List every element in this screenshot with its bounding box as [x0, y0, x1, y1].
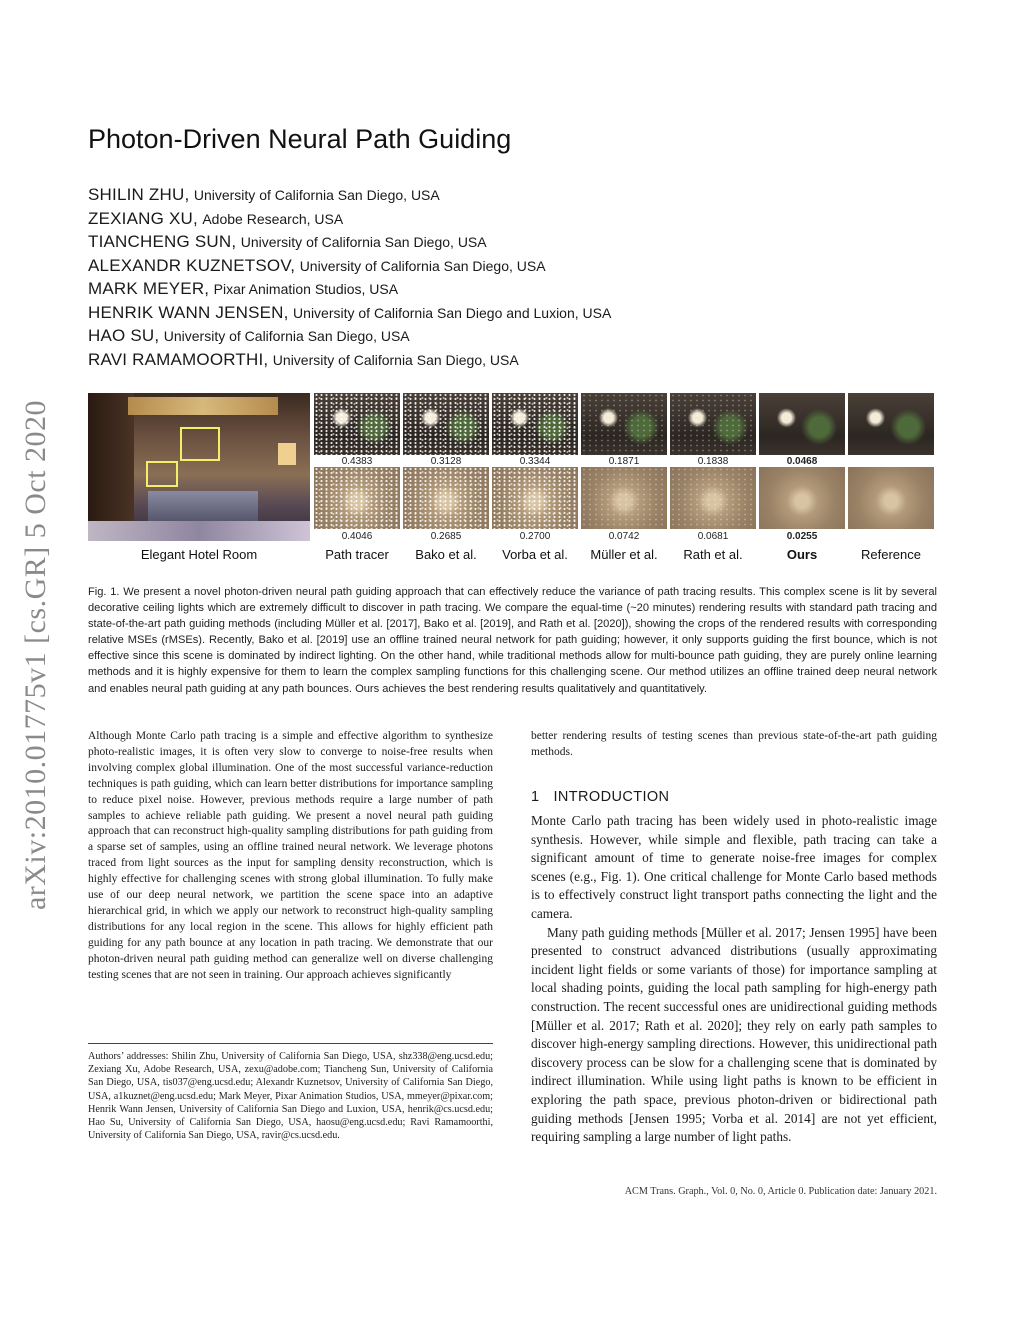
- author-name: RAVI RAMAMOORTHI,: [88, 349, 269, 369]
- intro-paragraph: Many path guiding methods [Müller et al. 2017; Jensen 1995] have been presented to construct advanced distributions (usually approximating incident light fields or some variants of those) for importance sampling at local shading points, guiding the local path sampling for high-energy path construction. The recent successful ones are unidirectional guiding methods [Müller et al. 2017; Rath et al. 2020]; they rely on early path samples to discover high-energy sampling directions. However, this unidirectional path discovery process can be slow for a challenging scene that is dominated by indirect illumination. While using light paths is known to be efficient in exploring the path space, previous photon-driven or bidirectional path guiding methods [Jensen 1995; Vorba et al. 2014] are not yet efficient, requiring sampling a large number of light paths.: [531, 924, 937, 1145]
- method-label: Rath et al.: [683, 547, 743, 562]
- author-name: ZEXIANG XU,: [88, 208, 198, 228]
- method-label: Path tracer: [325, 547, 389, 562]
- ornament-crop-5: [670, 467, 756, 529]
- section-title: INTRODUCTION: [553, 789, 670, 805]
- author-name: HENRIK WANN JENSEN,: [88, 302, 289, 322]
- author-entry: [88, 207, 708, 231]
- section-number: 1: [531, 789, 540, 805]
- paper-title: Photon-Driven Neural Path Guiding: [88, 124, 512, 154]
- author-entry: [88, 230, 708, 254]
- crop-box-wall-ornament: [180, 427, 220, 461]
- arxiv-side-identifier: [16, 360, 56, 950]
- teaser-figure: [88, 393, 936, 573]
- footnote-divider: [88, 1043, 493, 1044]
- ornament-crop-6: [759, 467, 845, 529]
- wall-lamp: [278, 443, 296, 465]
- lamp-crop-2: [403, 393, 489, 455]
- section-heading: [531, 789, 669, 805]
- bed: [148, 491, 258, 525]
- author-entry: [88, 324, 708, 348]
- crop-box-lamp: [146, 461, 178, 487]
- ornament-crop-2: [403, 467, 489, 529]
- figure-caption: Fig. 1. We present a novel photon-driven neural path guiding approach that can effectively reduce the variance of path tracing results. This complex scene is lit by several decorative ceiling lights which are extremely difficult to discover in path tracing. We compare the equal-time (~20 minutes) rendering results with standard path tracing and state-of-the-art path guiding methods (including Müller et al. [2017], Bako et al. [2019], and Rath et al. [2020]), showing the crops of the rendered results with corresponding relative MSEs (rMSEs). Recently, Bako et al. [2019] use an offline trained neural network for path guiding; however, it only supports guiding the first bounce, which is not effective since this scene is dominated by indirect lighting. On the other hand, while traditional methods allow for multi-bounce path guiding, they are purely online learning methods and it is highly expensive for them to learn the complex sampling functions for this challenging scene. Our method utilizes an offline trained deep neural network and enables neural path guiding at any path bounces. Ours achieves the best rendering results qualitatively and quantitatively.: [88, 586, 937, 695]
- rmse-value: 0.3128: [430, 456, 462, 467]
- rmse-value: 0.3344: [519, 456, 551, 467]
- method-label: Bako et al.: [415, 547, 477, 562]
- abstract-continued: better rendering results of testing scenes than previous state-of-the-art path guiding methods.: [531, 730, 937, 758]
- lamp-crop-7: [848, 393, 934, 455]
- author-entry: [88, 183, 708, 207]
- rmse-value: 0.2685: [430, 531, 462, 542]
- author-entry: [88, 301, 708, 325]
- author-name: HAO SU,: [88, 326, 160, 345]
- introduction-body: [531, 812, 937, 1147]
- running-footer: ACM Trans. Graph., Vol. 0, No. 0, Article 0. Publication date: January 2021.: [624, 1186, 937, 1197]
- rmse-value: 0.4046: [341, 531, 373, 542]
- author-name: ALEXANDR KUZNETSOV,: [88, 255, 296, 275]
- rmse-value: 0.0681: [697, 531, 729, 542]
- lamp-crop-4: [581, 393, 667, 455]
- rmse-value: 0.0742: [608, 531, 640, 542]
- author-addresses-footnote: Authors’ addresses: Shilin Zhu, University of California San Diego, USA, shz338@eng.ucsd.edu; Zexiang Xu, Adobe Research, USA, zexu@adobe.com; Tiancheng Sun, University of California San Diego, USA, tis037@eng.ucsd.edu; Alexandr Kuznetsov, University of California San Diego, USA, a1kuznet@eng.ucsd.edu; Mark Meyer, Pixar Animation Studios, USA, mmeyer@pixar.com; Henrik Wann Jensen, University of California San Diego and Luxion, USA, henrik@cs.ucsd.edu; Hao Su, University of California San Diego, USA, haosu@eng.ucsd.edu; Ravi Ramamoorthi, University of California San Diego, USA, ravir@cs.ucsd.edu.: [88, 1051, 493, 1142]
- author-affiliation: University of California San Diego, USA: [272, 351, 519, 368]
- hotel-room-render: [88, 393, 310, 541]
- rmse-value: 0.1838: [697, 456, 729, 467]
- scene-label: Elegant Hotel Room: [140, 547, 258, 562]
- author-affiliation: Pixar Animation Studios, USA: [213, 281, 399, 297]
- author-entry: [88, 254, 708, 278]
- carpet-floor: [88, 521, 310, 541]
- rmse-value: 0.4383: [341, 456, 373, 467]
- lamp-crop-5: [670, 393, 756, 455]
- arxiv-id-text: arXiv:2010.01775v1 [cs.GR] 5 Oct 2020: [19, 399, 53, 911]
- ornament-crop-1: [314, 467, 400, 529]
- author-entry: [88, 348, 708, 372]
- method-label: Vorba et al.: [502, 547, 568, 562]
- ornament-crop-4: [581, 467, 667, 529]
- author-name: MARK MEYER,: [88, 279, 210, 298]
- lamp-crop-3: [492, 393, 578, 455]
- lamp-crop-1: [314, 393, 400, 455]
- lamp-crop-6: [759, 393, 845, 455]
- rmse-value: 0.0468: [786, 456, 818, 467]
- abstract-text: Although Monte Carlo path tracing is a simple and effective algorithm to synthesize photo-realistic images, it is often very slow to converge to noise-free results when involving complex global illumination. One of the most successful variance-reduction techniques is path guiding, which can learn better distributions for importance sampling to reduce pixel noise. However, previous methods require a large number of path samples to achieve reliable path guiding. We present a novel neural path guiding approach that can reconstruct high-quality sampling distributions for path guiding from a sparse set of samples, using an offline trained neural network. We leverage photons traced from light sources as the input for sampling density reconstruction, which is highly effective for challenging scenes with strong global illumination. To fully make use of our deep neural network, we partition the scene space into an adaptive hierarchical grid, in which we apply our network to reconstruct high-quality sampling distributions for any local region in the scene. This allows for highly efficient path guiding for any path bounce at any location in path tracing. We demonstrate that our photon-driven neural path guiding method can generalize well on diverse challenging testing scenes that are not seen in training. Our approach achieves significantly: [88, 730, 493, 981]
- rmse-value: 0.1871: [608, 456, 640, 467]
- author-affiliation: University of California San Diego, USA: [240, 234, 487, 250]
- ornament-crop-3: [492, 467, 578, 529]
- crop-comparison-grid: [314, 393, 936, 541]
- author-affiliation: Adobe Research, USA: [202, 210, 344, 227]
- author-list: [88, 183, 708, 371]
- rmse-value: 0.0255: [786, 531, 818, 542]
- author-affiliation: University of California San Diego and Luxion, USA: [293, 304, 612, 321]
- author-name: TIANCHENG SUN,: [88, 232, 237, 251]
- intro-paragraph: Monte Carlo path tracing has been widely used in photo-realistic image synthesis. However, while simple and flexible, path tracing can take a significant amount of time to generate noise-free images for complex scenes (e.g., Fig. 1). One critical challenge for Monte Carlo based methods is to effectively construct light transport paths connecting the light and the camera.: [531, 813, 937, 921]
- ceiling-light-strip: [128, 397, 278, 415]
- rmse-value: 0.2700: [519, 531, 551, 542]
- method-label: Reference: [861, 547, 921, 562]
- wood-wall-panel: [88, 393, 134, 541]
- method-label: Müller et al.: [590, 547, 658, 562]
- author-affiliation: University of California San Diego, USA: [163, 328, 410, 344]
- method-label: Ours: [786, 547, 818, 562]
- author-affiliation: University of California San Diego, USA: [299, 257, 546, 274]
- author-entry: [88, 277, 708, 301]
- author-affiliation: University of California San Diego, USA: [193, 187, 440, 203]
- ornament-crop-7: [848, 467, 934, 529]
- author-name: SHILIN ZHU,: [88, 185, 190, 204]
